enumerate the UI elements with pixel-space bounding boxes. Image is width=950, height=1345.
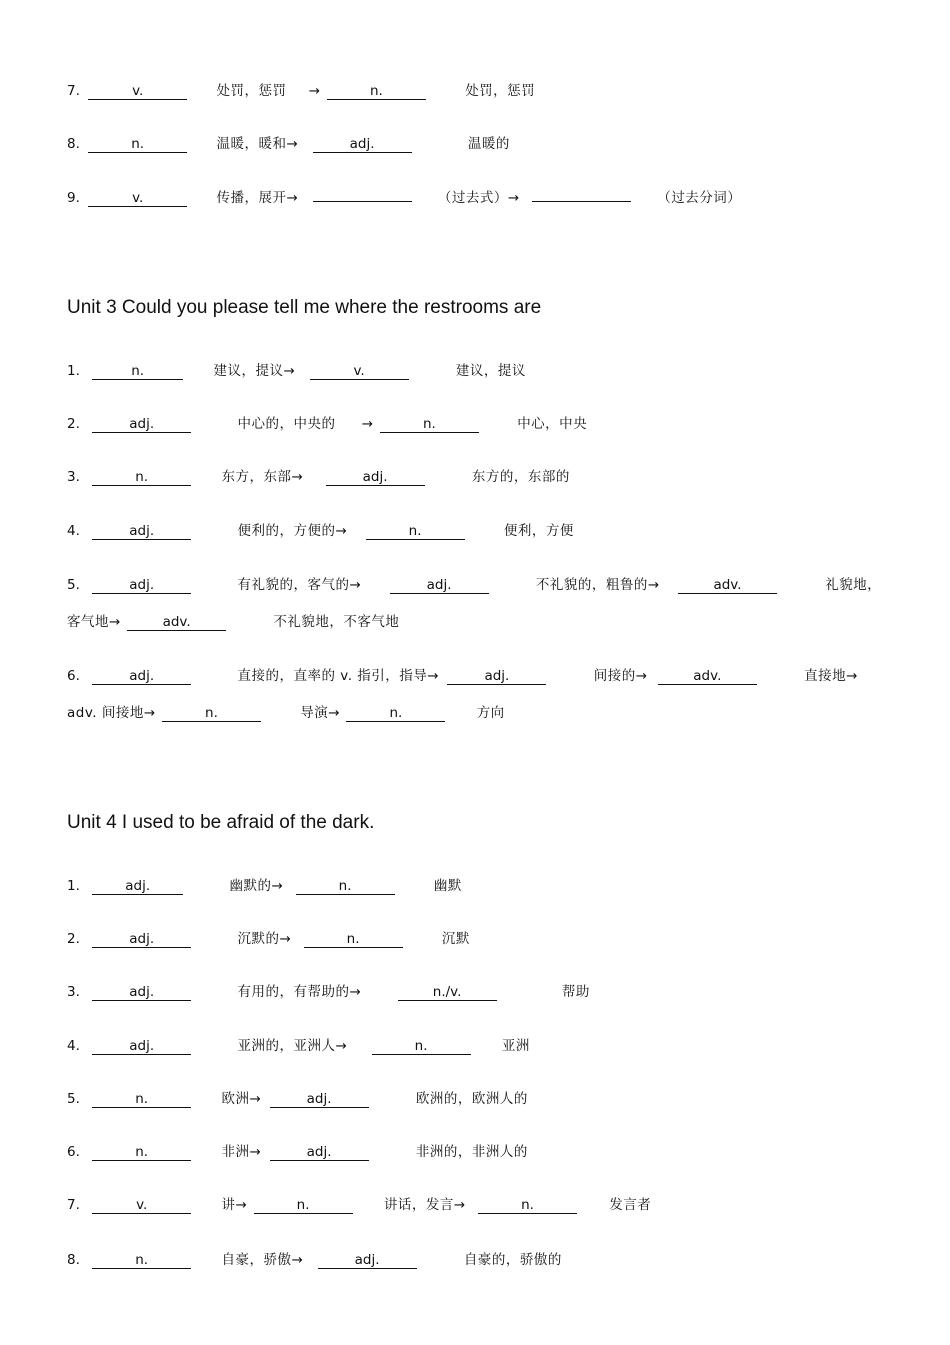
definition-text: 帮助: [561, 984, 590, 1000]
answer-blank[interactable]: n.: [346, 706, 445, 722]
unit-3-heading: Unit 3 Could you please tell me where the restrooms are: [67, 297, 542, 318]
definition-text: 便利的，方便的→: [237, 523, 348, 539]
definition-text: 客气地→: [67, 614, 121, 630]
definition-text: 处罚，惩罚: [465, 83, 536, 99]
exercise-line-u3-2: [67, 412, 587, 433]
answer-blank[interactable]: adj.: [270, 1092, 369, 1108]
answer-blank[interactable]: n./v.: [398, 985, 497, 1001]
definition-text: 幽默的→: [229, 878, 284, 894]
exercise-line-u4-7: [67, 1193, 651, 1214]
item-number: 3.: [67, 984, 80, 1000]
definition-text: 建议，提议: [455, 363, 526, 379]
answer-blank[interactable]: adv.: [658, 669, 757, 685]
definition-text: 沉默的→: [237, 931, 292, 947]
item-number: 1.: [67, 363, 80, 379]
answer-blank[interactable]: n.: [92, 470, 191, 486]
definition-text: 沉默: [441, 931, 470, 947]
answer-blank[interactable]: n.: [304, 932, 403, 948]
item-number: 2.: [67, 416, 80, 432]
answer-blank[interactable]: [313, 186, 412, 202]
exercise-line-u3-4: [67, 519, 574, 540]
unit-4-heading: Unit 4 I used to be afraid of the dark.: [67, 812, 375, 833]
answer-blank[interactable]: n.: [88, 137, 187, 153]
definition-text: 便利，方便: [503, 523, 574, 539]
definition-text: 非洲的，非洲人的: [415, 1144, 528, 1160]
answer-blank[interactable]: n.: [380, 417, 479, 433]
item-number: 7.: [67, 83, 80, 99]
definition-text: 间接的→: [593, 668, 648, 684]
answer-blank[interactable]: n.: [92, 1145, 191, 1161]
item-number: 4.: [67, 1038, 80, 1054]
answer-blank[interactable]: adj.: [92, 417, 191, 433]
definition-text: （过去式）→: [437, 190, 520, 206]
definition-text: 亚洲: [501, 1038, 530, 1054]
definition-text: 东方的，东部的: [471, 469, 570, 485]
exercise-line-u2-7: [67, 79, 535, 100]
answer-blank[interactable]: v.: [310, 364, 409, 380]
answer-blank[interactable]: v.: [88, 84, 187, 100]
definition-text: 处罚，惩罚: [216, 83, 287, 99]
definition-text: 东方，东部→: [221, 469, 304, 485]
definition-text: 欧洲的，欧洲人的: [415, 1091, 528, 1107]
answer-blank[interactable]: [532, 186, 631, 202]
exercise-line-u3-1: [67, 359, 526, 380]
exercise-line-u2-9: [67, 186, 741, 207]
item-number: 5.: [67, 1091, 80, 1107]
answer-blank[interactable]: adj.: [92, 669, 191, 685]
definition-text: 传播，展开→: [216, 190, 299, 206]
definition-text: 自豪，骄傲→: [221, 1252, 304, 1268]
definition-text: 直接地→: [804, 668, 858, 684]
exercise-line-u4-8: [67, 1248, 562, 1269]
definition-text: 亚洲的，亚洲人→: [237, 1038, 348, 1054]
item-number: 7.: [67, 1197, 80, 1213]
definition-text: 温暖的: [467, 136, 510, 152]
definition-text: 导演→: [300, 705, 341, 721]
definition-text: （过去分词）: [657, 190, 742, 206]
answer-blank[interactable]: n.: [296, 879, 395, 895]
answer-blank[interactable]: n.: [478, 1198, 577, 1214]
answer-blank[interactable]: n.: [372, 1039, 471, 1055]
answer-blank[interactable]: adj.: [92, 578, 191, 594]
exercise-line-u4-3: [67, 980, 590, 1001]
answer-blank[interactable]: adj.: [92, 985, 191, 1001]
item-number: 3.: [67, 469, 80, 485]
answer-blank[interactable]: v.: [88, 191, 187, 207]
definition-text: 温暖，暖和→: [216, 136, 299, 152]
definition-text: 方向: [476, 705, 505, 721]
definition-text: 中心的，中央的: [237, 416, 336, 432]
definition-text: 欧洲→: [221, 1091, 262, 1107]
answer-blank[interactable]: adv.: [127, 615, 226, 631]
item-number: 1.: [67, 878, 80, 894]
item-number: 9.: [67, 190, 80, 206]
answer-blank[interactable]: adj.: [318, 1253, 417, 1269]
answer-blank[interactable]: n.: [92, 1253, 191, 1269]
answer-blank[interactable]: n.: [327, 84, 426, 100]
answer-blank[interactable]: n.: [92, 1092, 191, 1108]
answer-blank[interactable]: n.: [92, 364, 183, 380]
definition-text: 建议，提议→: [213, 363, 296, 379]
answer-blank[interactable]: adj.: [313, 137, 412, 153]
definition-text: 礼貌地，: [825, 577, 882, 593]
exercise-line-u4-2: [67, 927, 470, 948]
definition-text: 非洲→: [221, 1144, 262, 1160]
definition-text: 发言者: [609, 1197, 652, 1213]
definition-text: 讲→: [221, 1197, 248, 1213]
exercise-line-u3-6-cont: [67, 701, 505, 722]
exercise-line-u3-5-cont: [67, 610, 399, 631]
answer-blank[interactable]: adj.: [270, 1145, 369, 1161]
exercise-line-u4-1: [67, 874, 462, 895]
definition-text: 有礼貌的，客气的→: [237, 577, 362, 593]
answer-blank[interactable]: v.: [92, 1198, 191, 1214]
definition-text: 中心，中央: [517, 416, 588, 432]
arrow-icon: →: [361, 416, 374, 432]
exercise-line-u4-6: [67, 1140, 528, 1161]
answer-blank[interactable]: adj.: [447, 669, 546, 685]
answer-blank[interactable]: adj.: [390, 578, 489, 594]
answer-blank[interactable]: adj.: [92, 1039, 191, 1055]
exercise-line-u3-6: [67, 664, 858, 685]
exercise-line-u4-4: [67, 1034, 530, 1055]
answer-blank[interactable]: n.: [162, 706, 261, 722]
exercise-line-u3-5: [67, 573, 881, 594]
answer-blank[interactable]: adj.: [92, 524, 191, 540]
definition-text: adv. 间接地→: [67, 705, 156, 721]
definition-text: 自豪的，骄傲的: [463, 1252, 562, 1268]
definition-text: 不礼貌的，粗鲁的→: [535, 577, 660, 593]
answer-blank[interactable]: adj.: [326, 470, 425, 486]
item-number: 2.: [67, 931, 80, 947]
item-number: 4.: [67, 523, 80, 539]
answer-blank[interactable]: n.: [366, 524, 465, 540]
definition-text: 有用的，有帮助的→: [237, 984, 362, 1000]
item-number: 6.: [67, 1144, 80, 1160]
exercise-line-u4-5: [67, 1087, 528, 1108]
item-number: 6.: [67, 668, 80, 684]
item-number: 5.: [67, 577, 80, 593]
item-number: 8.: [67, 1252, 80, 1268]
answer-blank[interactable]: adj.: [92, 879, 183, 895]
exercise-line-u3-3: [67, 465, 570, 486]
answer-blank[interactable]: n.: [254, 1198, 353, 1214]
exercise-line-u2-8: [67, 132, 510, 153]
definition-text: 讲话，发言→: [383, 1197, 466, 1213]
definition-text: 幽默: [433, 878, 462, 894]
item-number: 8.: [67, 136, 80, 152]
definition-text: 直接的，直率的 v. 指引，指导→: [237, 668, 440, 684]
definition-text: 不礼貌地，不客气地: [273, 614, 400, 630]
arrow-icon: →: [308, 83, 321, 99]
answer-blank[interactable]: adv.: [678, 578, 777, 594]
answer-blank[interactable]: adj.: [92, 932, 191, 948]
